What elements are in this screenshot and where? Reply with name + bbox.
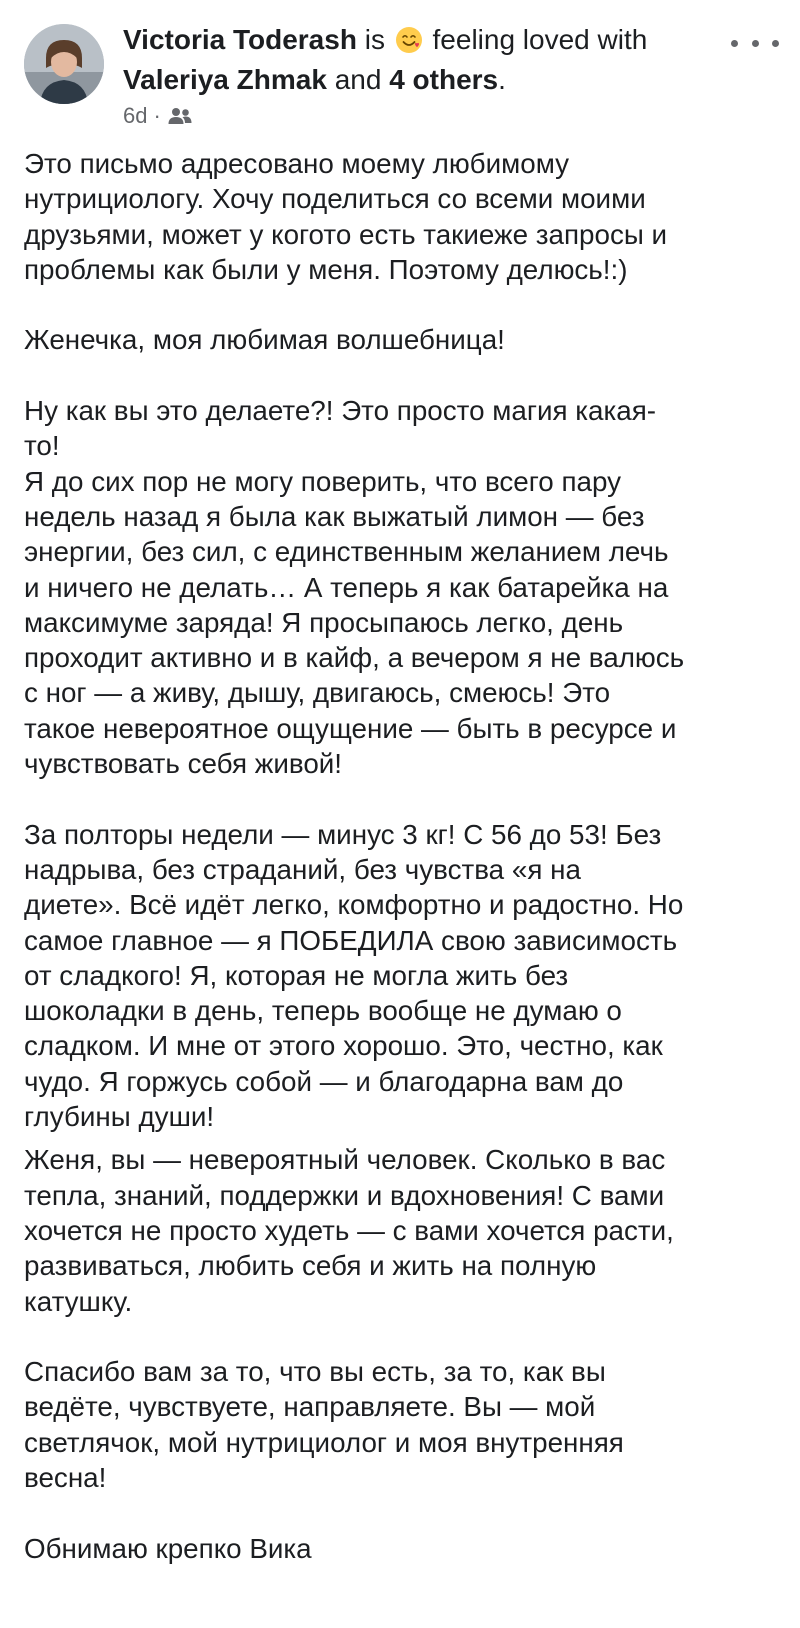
- friends-icon[interactable]: [167, 106, 193, 126]
- paragraph-gap: [24, 1319, 774, 1354]
- post-paragraph: Женя, вы — невероятный человек. Сколько в вас тепла, знаний, поддержки и вдохновения! С вами хочется не просто худеть — с вами хочется расти, развиваться, любить себя и жить на полную катушку.: [24, 1144, 674, 1317]
- post-header: [0, 0, 800, 140]
- and-text: and: [334, 64, 382, 95]
- more-horizontal-icon[interactable]: [731, 30, 779, 56]
- more-dot: [731, 40, 738, 47]
- author-avatar[interactable]: [24, 24, 104, 104]
- paragraph-gap: [24, 358, 774, 393]
- meta-separator: ·: [153, 103, 161, 128]
- tagged-friend[interactable]: Valeriya Zhmak: [123, 64, 327, 95]
- author-name[interactable]: Victoria Toderash: [123, 24, 357, 55]
- post-paragraph: Обнимаю крепко Вика: [24, 1532, 312, 1564]
- period-text: .: [498, 64, 506, 95]
- feeling-text: feeling loved with: [432, 24, 648, 55]
- paragraph-gap: [24, 1134, 774, 1142]
- more-dot: [772, 40, 779, 47]
- avatar-image: [24, 24, 104, 104]
- paragraph-gap: [24, 287, 774, 322]
- paragraph-gap: [24, 1495, 774, 1530]
- post-headline: [123, 20, 723, 100]
- post-paragraph: Ну как вы это делаете?! Это просто магия какая- то! Я до сих пор не могу поверить, что всего пару недель назад я была как выжатый лимон — без энергии, без сил, с единственным желанием лечь и ничего не делать… А теперь я как батарейка на максимуме заряда! Я просыпаюсь легко, день проходит активно и в кайф, а вечером я не валюсь с ног — а живу, дышу, двигаюсь, смеюсь! Это такое невероятное ощущение — быть в ресурсе и чувствовать себя живой!: [24, 395, 685, 780]
- others-link[interactable]: 4 others: [389, 64, 499, 95]
- post-paragraph: За полторы недели — минус 3 кг! С 56 до 53! Без надрыва, без страданий, без чувства «я на диете». Всё идёт легко, комфортно и радостно. Но самое главное — я ПОБЕДИЛА свою зависимость от сладкого! Я, которая не могла жить без шоколадки в день, теперь вообще не думаю о сладком. И мне от этого хорошо. Это, честно, как чудо. Я горжусь собой — и благодарна вам до глубины души!: [24, 818, 684, 1133]
- is-text: is: [364, 24, 385, 55]
- smiling-face-with-hearts-icon: [395, 25, 423, 53]
- paragraph-gap: [24, 781, 774, 816]
- post-meta: [123, 101, 193, 131]
- more-dot: [752, 40, 759, 47]
- post-timestamp[interactable]: 6d: [123, 103, 148, 128]
- post-paragraph: Спасибо вам за то, что вы есть, за то, как вы ведёте, чувствуете, направляете. Вы — мой светлячок, мой нутрициолог и моя внутренняя весна!: [24, 1356, 624, 1493]
- post-paragraph: Женечка, моя любимая волшебница!: [24, 324, 505, 356]
- post-message: [24, 146, 774, 1566]
- post-paragraph: Это письмо адресовано моему любимому нутрициологу. Хочу поделиться со всеми моими друзьями, может у когото есть такиеже запросы и проблемы как были у меня. Поэтому делюсь!:): [24, 148, 668, 285]
